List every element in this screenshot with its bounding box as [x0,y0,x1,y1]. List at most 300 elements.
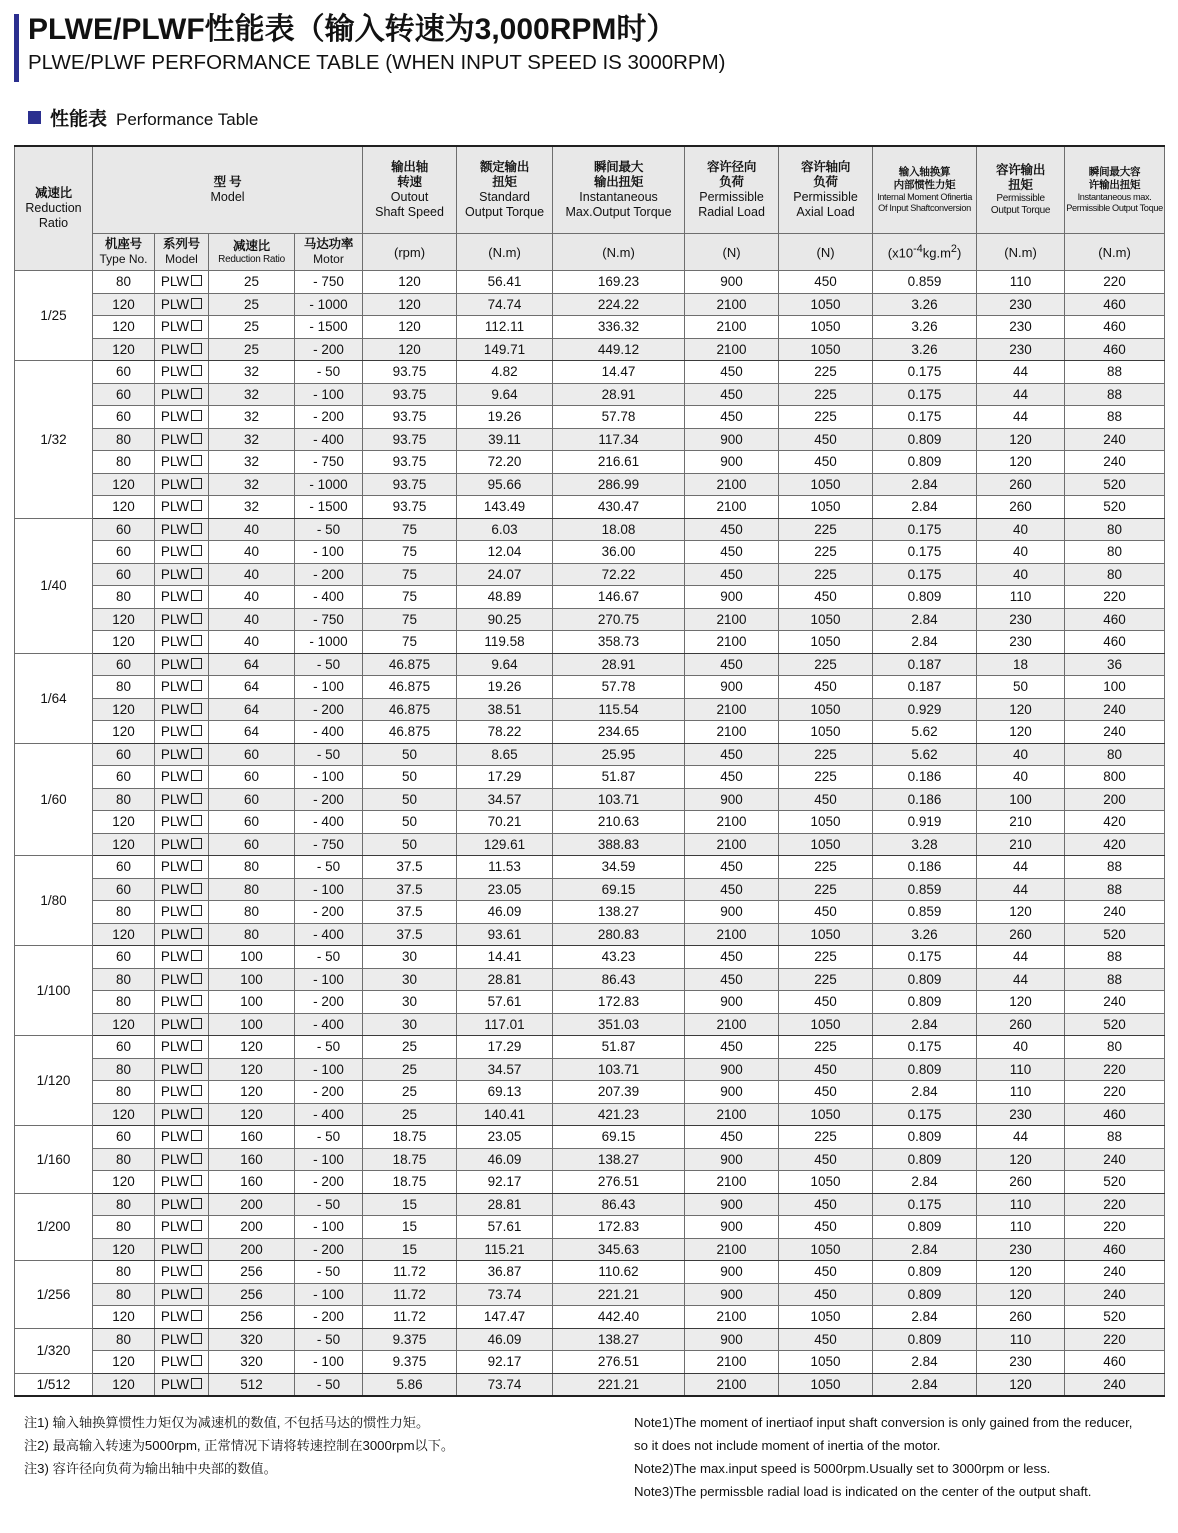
cell-radial-load: 450 [685,653,779,676]
col-radial-load [685,146,779,234]
cell-perm-output-torque: 40 [977,563,1065,586]
col-radial-load-cn1: 容许径向 [706,159,757,174]
cell-series-label: PLW [160,971,190,987]
cell-perm-output-torque: 110 [977,1193,1065,1216]
cell-inst-max-torque: 80 [1065,743,1165,766]
cell-perm-output-torque: 120 [977,698,1065,721]
cell-axial-load: 1050 [779,1373,873,1396]
cell-inertia: 2.84 [873,1306,977,1329]
cell-series-no [155,788,209,811]
table-row [15,631,1165,654]
cell-reduction: 25 [209,338,295,361]
cell-reduction: 32 [209,473,295,496]
cell-motor-power: - 200 [295,1238,363,1261]
cell-shaft-speed: 15 [363,1216,457,1239]
cell-type-no: 120 [93,608,155,631]
cell-motor-power: - 750 [295,451,363,474]
empty-square-icon [191,410,202,421]
empty-square-icon [191,388,202,399]
cell-radial-load: 900 [685,586,779,609]
cell-perm-output-torque: 260 [977,496,1065,519]
cell-reduction: 40 [209,608,295,631]
cell-max-torque: 138.27 [553,1148,685,1171]
cell-axial-load: 450 [779,788,873,811]
cell-inst-max-torque: 460 [1065,608,1165,631]
cell-radial-load: 900 [685,271,779,294]
cell-inertia: 2.84 [873,1238,977,1261]
empty-square-icon [191,1040,202,1051]
cell-reduction-ratio: 1/100 [15,946,93,1036]
cell-shaft-speed: 9.375 [363,1328,457,1351]
cell-series-label: PLW [160,1286,190,1302]
cell-type-no: 60 [93,383,155,406]
cell-type-no: 80 [93,451,155,474]
cell-inertia: 0.175 [873,361,977,384]
col-perm-output-torque-cn2: 扭矩 [1008,177,1033,192]
cell-std-torque: 57.61 [457,1216,553,1239]
cell-type-no: 60 [93,766,155,789]
cell-perm-output-torque: 230 [977,1351,1065,1374]
cell-type-no: 80 [93,1283,155,1306]
empty-square-icon [191,1175,202,1186]
table-body [15,271,1165,1397]
table-row [15,1283,1165,1306]
cell-type-no: 120 [93,1306,155,1329]
empty-square-icon [191,320,202,331]
unit-inertia-exp: -4 [913,243,923,256]
cell-max-torque: 34.59 [553,856,685,879]
cell-perm-output-torque: 44 [977,406,1065,429]
col-max-torque-cn2: 输出扭矩 [593,174,644,189]
cell-series-no [155,518,209,541]
cell-inertia: 2.84 [873,473,977,496]
cell-inertia: 3.26 [873,316,977,339]
cell-inst-max-torque: 240 [1065,1261,1165,1284]
cell-type-no: 120 [93,1103,155,1126]
cell-perm-output-torque: 110 [977,1216,1065,1239]
cell-std-torque: 147.47 [457,1306,553,1329]
cell-max-torque: 69.15 [553,878,685,901]
cell-inst-max-torque: 88 [1065,406,1165,429]
cell-shaft-speed: 11.72 [363,1283,457,1306]
col-motor-power [295,234,363,271]
cell-inst-max-torque: 240 [1065,698,1165,721]
cell-motor-power: - 50 [295,1373,363,1396]
unit-inertia-exp2: 2 [950,243,957,256]
cell-perm-output-torque: 110 [977,586,1065,609]
col-inst-max-torque-cn1: 瞬间最大容 [1088,166,1141,179]
cell-series-no [155,1103,209,1126]
cell-max-torque: 110.62 [553,1261,685,1284]
cell-axial-load: 225 [779,361,873,384]
col-series-no-cn: 系列号 [163,237,200,252]
cell-max-torque: 421.23 [553,1103,685,1126]
empty-square-icon [191,770,202,781]
cell-axial-load: 225 [779,383,873,406]
cell-inst-max-torque: 240 [1065,1283,1165,1306]
cell-inertia: 2.84 [873,608,977,631]
cell-motor-power: - 200 [295,901,363,924]
cell-series-label: PLW [160,1129,190,1145]
col-motor-power-cn: 马达功率 [303,237,354,252]
cell-max-torque: 138.27 [553,901,685,924]
cell-radial-load: 450 [685,766,779,789]
col-axial-load [779,146,873,234]
table-row [15,901,1165,924]
col-reduction-ratio-en: Reduction [25,200,82,215]
cell-motor-power: - 100 [295,1058,363,1081]
cell-std-torque: 90.25 [457,608,553,631]
cell-radial-load: 900 [685,991,779,1014]
cell-perm-output-torque: 120 [977,1148,1065,1171]
cell-motor-power: - 750 [295,833,363,856]
cell-type-no: 120 [93,1351,155,1374]
cell-series-label: PLW [160,274,190,290]
cell-type-no: 120 [93,338,155,361]
cell-max-torque: 86.43 [553,1193,685,1216]
cell-shaft-speed: 37.5 [363,856,457,879]
cell-motor-power: - 100 [295,1351,363,1374]
cell-motor-power: - 200 [295,406,363,429]
cell-series-label: PLW [160,1331,190,1347]
cell-radial-load: 900 [685,901,779,924]
cell-type-no: 60 [93,856,155,879]
cell-shaft-speed: 25 [363,1103,457,1126]
cell-max-torque: 36.00 [553,541,685,564]
cell-shaft-speed: 15 [363,1193,457,1216]
cell-reduction: 120 [209,1081,295,1104]
cell-radial-load: 450 [685,383,779,406]
cell-reduction: 100 [209,991,295,1014]
empty-square-icon [191,343,202,354]
cell-type-no: 120 [93,496,155,519]
cell-reduction: 160 [209,1126,295,1149]
cell-std-torque: 34.57 [457,788,553,811]
cell-axial-load: 1050 [779,1238,873,1261]
empty-square-icon [191,995,202,1006]
cell-series-label: PLW [160,1219,190,1235]
cell-radial-load: 2100 [685,1103,779,1126]
cell-inst-max-torque: 88 [1065,1126,1165,1149]
cell-axial-load: 450 [779,428,873,451]
col-perm-output-torque-en1: Permissible [996,193,1045,205]
table-row [15,946,1165,969]
cell-inertia: 3.26 [873,293,977,316]
table-row [15,766,1165,789]
cell-std-torque: 9.64 [457,383,553,406]
cell-inst-max-torque: 460 [1065,1238,1165,1261]
cell-type-no: 120 [93,698,155,721]
cell-series-label: PLW [160,1309,190,1325]
cell-motor-power: - 100 [295,383,363,406]
empty-square-icon [191,635,202,646]
cell-radial-load: 2100 [685,698,779,721]
cell-radial-load: 2100 [685,1238,779,1261]
cell-inst-max-torque: 220 [1065,586,1165,609]
cell-shaft-speed: 75 [363,608,457,631]
cell-max-torque: 117.34 [553,428,685,451]
cell-max-torque: 221.21 [553,1373,685,1396]
unit-inertia-mid: kg.m [922,245,951,261]
cell-motor-power: - 50 [295,361,363,384]
cell-series-no [155,541,209,564]
cell-series-label: PLW [160,994,190,1010]
cell-perm-output-torque: 40 [977,1036,1065,1059]
cell-perm-output-torque: 40 [977,743,1065,766]
cell-axial-load: 1050 [779,923,873,946]
cell-shaft-speed: 25 [363,1058,457,1081]
table-row [15,293,1165,316]
cell-radial-load: 450 [685,361,779,384]
cell-motor-power: - 200 [295,1081,363,1104]
cell-inst-max-torque: 460 [1065,631,1165,654]
header-row-sub [15,234,1165,271]
cell-shaft-speed: 5.86 [363,1373,457,1396]
cell-max-torque: 430.47 [553,496,685,519]
cell-axial-load: 225 [779,743,873,766]
cell-series-label: PLW [160,679,190,695]
cell-max-torque: 221.21 [553,1283,685,1306]
cell-type-no: 120 [93,631,155,654]
col-type-no-en: Type No. [99,252,148,267]
cell-max-torque: 270.75 [553,608,685,631]
col-inertia-cn2: 内部惯性力矩 [893,178,956,191]
section-title-en: Performance Table [116,110,259,130]
cell-inst-max-torque: 100 [1065,676,1165,699]
empty-square-icon [191,725,202,736]
empty-square-icon [191,1085,202,1096]
cell-reduction: 64 [209,653,295,676]
table-row [15,698,1165,721]
cell-max-torque: 345.63 [553,1238,685,1261]
cell-axial-load: 450 [779,1283,873,1306]
cell-axial-load: 225 [779,856,873,879]
cell-reduction: 40 [209,541,295,564]
cell-series-no [155,338,209,361]
cell-radial-load: 2100 [685,496,779,519]
empty-square-icon [191,500,202,511]
col-inst-max-torque [1065,146,1165,234]
cell-inertia: 2.84 [873,1013,977,1036]
cell-series-no [155,631,209,654]
cell-series-label: PLW [160,881,190,897]
unit-axial-load: (N) [779,234,873,271]
note-en-line: Note2)The max.input speed is 5000rpm.Usually set to 3000rpm or less. [634,1461,1051,1477]
col-type-no-cn: 机座号 [105,237,142,252]
cell-inst-max-torque: 460 [1065,338,1165,361]
empty-square-icon [191,928,202,939]
table-row [15,1373,1165,1396]
cell-reduction-ratio: 1/32 [15,361,93,519]
cell-inst-max-torque: 220 [1065,1058,1165,1081]
cell-reduction: 200 [209,1238,295,1261]
cell-shaft-speed: 46.875 [363,721,457,744]
table-row [15,676,1165,699]
cell-shaft-speed: 37.5 [363,923,457,946]
cell-motor-power: - 100 [295,968,363,991]
cell-type-no: 60 [93,878,155,901]
cell-perm-output-torque: 44 [977,856,1065,879]
cell-series-label: PLW [160,1196,190,1212]
cell-shaft-speed: 30 [363,1013,457,1036]
col-max-torque-en1: Instantaneous [579,190,658,205]
cell-radial-load: 2100 [685,1351,779,1374]
empty-square-icon [191,1108,202,1119]
cell-series-label: PLW [160,949,190,965]
cell-series-label: PLW [160,521,190,537]
cell-radial-load: 450 [685,518,779,541]
cell-type-no: 80 [93,968,155,991]
cell-series-label: PLW [160,319,190,335]
title-block [14,0,1164,77]
cell-inst-max-torque: 240 [1065,1148,1165,1171]
table-row [15,743,1165,766]
cell-motor-power: - 200 [295,788,363,811]
cell-shaft-speed: 120 [363,316,457,339]
cell-radial-load: 2100 [685,833,779,856]
table-row [15,473,1165,496]
cell-series-label: PLW [160,836,190,852]
empty-square-icon [191,1333,202,1344]
cell-axial-load: 225 [779,878,873,901]
cell-reduction: 200 [209,1216,295,1239]
table-row [15,563,1165,586]
cell-series-no [155,1081,209,1104]
cell-type-no: 80 [93,1148,155,1171]
cell-motor-power: - 50 [295,1193,363,1216]
cell-inst-max-torque: 460 [1065,316,1165,339]
cell-perm-output-torque: 260 [977,1306,1065,1329]
cell-type-no: 60 [93,1036,155,1059]
cell-inst-max-torque: 520 [1065,1013,1165,1036]
cell-axial-load: 225 [779,653,873,676]
table-row [15,1126,1165,1149]
cell-max-torque: 207.39 [553,1081,685,1104]
cell-std-torque: 48.89 [457,586,553,609]
cell-series-no [155,316,209,339]
cell-type-no: 60 [93,361,155,384]
cell-reduction: 80 [209,878,295,901]
cell-std-torque: 38.51 [457,698,553,721]
cell-perm-output-torque: 44 [977,1126,1065,1149]
table-row [15,856,1165,879]
col-perm-output-torque-en2: Output Torque [990,205,1051,217]
table-row [15,923,1165,946]
cell-std-torque: 73.74 [457,1373,553,1396]
cell-inertia: 0.186 [873,788,977,811]
cell-series-label: PLW [160,1241,190,1257]
cell-axial-load: 1050 [779,631,873,654]
cell-motor-power: - 400 [295,923,363,946]
cell-series-no [155,721,209,744]
cell-reduction: 25 [209,316,295,339]
cell-perm-output-torque: 210 [977,833,1065,856]
cell-shaft-speed: 75 [363,541,457,564]
cell-axial-load: 225 [779,406,873,429]
cell-motor-power: - 400 [295,811,363,834]
cell-std-torque: 69.13 [457,1081,553,1104]
unit-shaft-speed: (rpm) [363,234,457,271]
cell-motor-power: - 200 [295,698,363,721]
table-row [15,1013,1165,1036]
cell-series-no [155,1328,209,1351]
cell-series-no [155,1306,209,1329]
cell-std-torque: 36.87 [457,1261,553,1284]
cell-inertia: 0.175 [873,563,977,586]
cell-perm-output-torque: 230 [977,316,1065,339]
empty-square-icon [191,680,202,691]
table-row [15,451,1165,474]
cell-inertia: 0.809 [873,1058,977,1081]
cell-axial-load: 1050 [779,833,873,856]
cell-max-torque: 216.61 [553,451,685,474]
cell-radial-load: 450 [685,968,779,991]
table-row [15,833,1165,856]
cell-series-no [155,991,209,1014]
cell-max-torque: 103.71 [553,788,685,811]
cell-perm-output-torque: 120 [977,1261,1065,1284]
cell-shaft-speed: 25 [363,1081,457,1104]
cell-type-no: 120 [93,1238,155,1261]
cell-series-no [155,923,209,946]
cell-series-label: PLW [160,769,190,785]
cell-std-torque: 12.04 [457,541,553,564]
note-cn-line: 注3) 容许径向负荷为输出轴中央部的数值。 [24,1461,277,1477]
cell-inertia: 0.175 [873,1103,977,1126]
cell-inst-max-torque: 240 [1065,451,1165,474]
cell-series-label: PLW [160,1016,190,1032]
cell-radial-load: 2100 [685,923,779,946]
cell-shaft-speed: 75 [363,631,457,654]
cell-series-no [155,563,209,586]
cell-max-torque: 169.23 [553,271,685,294]
cell-axial-load: 450 [779,451,873,474]
cell-radial-load: 450 [685,1126,779,1149]
cell-series-label: PLW [160,904,190,920]
col-inertia-en1: Internal Moment Ofinertia [877,191,972,202]
cell-shaft-speed: 75 [363,563,457,586]
cell-type-no: 120 [93,1013,155,1036]
col-sub-reduction-ratio-en: Reduction Ratio [218,253,285,265]
cell-motor-power: - 1500 [295,496,363,519]
cell-axial-load: 1050 [779,316,873,339]
cell-radial-load: 2100 [685,293,779,316]
cell-axial-load: 1050 [779,1171,873,1194]
cell-perm-output-torque: 100 [977,788,1065,811]
cell-std-torque: 11.53 [457,856,553,879]
cell-max-torque: 210.63 [553,811,685,834]
cell-shaft-speed: 15 [363,1238,457,1261]
cell-series-label: PLW [160,859,190,875]
table-row [15,878,1165,901]
cell-axial-load: 1050 [779,1103,873,1126]
section-heading [14,104,1164,131]
cell-max-torque: 72.22 [553,563,685,586]
cell-inertia: 0.175 [873,541,977,564]
cell-inst-max-torque: 220 [1065,1081,1165,1104]
unit-inertia-post: ) [956,245,962,261]
empty-square-icon [191,478,202,489]
cell-inst-max-torque: 220 [1065,1193,1165,1216]
empty-square-icon [191,1018,202,1029]
cell-shaft-speed: 50 [363,811,457,834]
cell-axial-load: 1050 [779,698,873,721]
cell-radial-load: 450 [685,541,779,564]
col-inertia-cn1: 输入轴换算 [898,166,951,179]
cell-reduction: 256 [209,1283,295,1306]
col-axial-load-en1: Permissible [793,190,858,205]
cell-shaft-speed: 93.75 [363,383,457,406]
